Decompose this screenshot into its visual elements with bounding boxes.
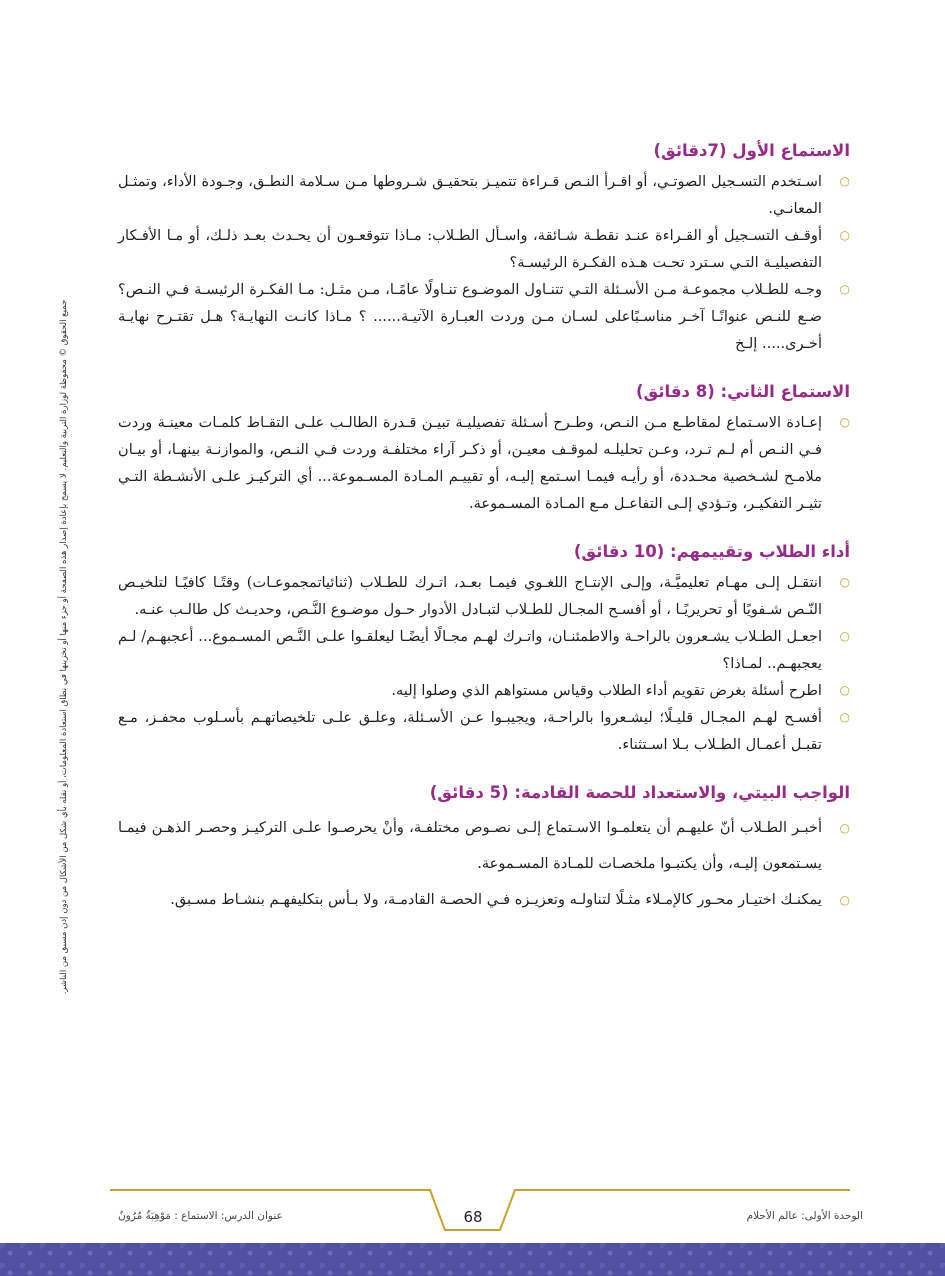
list-item <box>118 569 850 623</box>
bullet-list <box>118 569 850 758</box>
list-item <box>118 810 850 882</box>
circle-bullet-icon: ○ <box>839 282 850 296</box>
section-heading: الاستماع الأول (7دقائق) <box>653 141 850 160</box>
section-homework <box>118 780 850 918</box>
list-item <box>118 704 850 758</box>
unit-title: الوحدة الأولى: عالم الأحلام <box>746 1210 863 1222</box>
bullet-list <box>118 810 850 918</box>
list-item <box>118 409 850 517</box>
circle-bullet-icon: ○ <box>839 710 850 724</box>
list-item-text: اسـتخدم التسـجيل الصوتـي، أو اقـرأ النـص قـراءة تتميـز بتحقيـق شـروطها مـن سـلامة النطـق، وجـودة الأداء، وتمثـل المعانـي. <box>118 173 822 217</box>
bullet-list <box>118 409 850 517</box>
lesson-title: عنوان الدرس: الاستماع : مَوْهِبَةٌ مُرُونٌ <box>118 1210 283 1222</box>
list-item-text: إعـادة الاسـتماع لمقاطـع مـن النـص، وطـرح أسـئلة تفصيليـة تبيـن قـدرة الطالـب علـى التقـاط كلمـات معينـة وردت فـي النـص أم لـم تـرد، وعـن تحليلـه لموقـف معيـن، أو ذكـر آراء مختلفـة وردت فـي النـص، والموازنـة بينهـا، أو بيـان ملامـح لشـخصية محـددة، أو رأيـه فيمـا اسـتمع إليـه، أو تقييـم المـادة المسـموعة... أي التركيـز علـى الأنشـطة التـي تثيـر التفكيـر، وتـؤدي إلـى التفاعـل مـع المـادة المسـموعة. <box>118 414 822 512</box>
section-heading: الاستماع الثاني: (8 دقائق) <box>635 382 850 401</box>
list-item <box>118 222 850 276</box>
circle-bullet-icon: ○ <box>839 821 850 835</box>
circle-bullet-icon: ○ <box>839 228 850 242</box>
page-number: 68 <box>463 1208 483 1226</box>
list-item-text: انتقـل إلـى مهـام تعليميَّـة، وإلـى الإنتـاج اللغـوي فيمـا بعـد، اتـرك للطـلاب (ثنائياتمجموعـات) وقتًـا كافيًـا لتلخيـص النّـص شـفويًا أو تحريريًـا ، أو أفسـح المجـال للطـلاب لتبـادل الأدوار حـول موضـوع النَّـص، وحديـث كل طالـب عنـه. <box>118 574 822 618</box>
list-item-text: اجعـل الطـلاب يشـعرون بالراحـة والاطمئنـان، واتـرك لهـم مجـالًا أيضًـا ليعلقـوا علـى النَّـص المسـموع... أعجبهـم/ لـم يعجبهـم.. لمـاذا؟ <box>118 628 822 672</box>
list-item <box>118 623 850 677</box>
circle-bullet-icon: ○ <box>839 415 850 429</box>
list-item-text: أوقـف التسـجيل أو القـراءة عنـد نقطـة شـائقة، واسـأل الطـلاب: مـاذا تتوقعـون أن يحـدث بعـد ذلـك، أو مـا الأفـكار التفصيليـة التـي سـترد تحـت هـذه الفكـرة الرئيسـة؟ <box>118 227 822 271</box>
section-heading: أداء الطلاب وتقييمهم: (10 دقائق) <box>573 542 850 561</box>
circle-bullet-icon: ○ <box>839 174 850 188</box>
section-student-performance <box>118 539 850 758</box>
section-heading: الواجب البيتي، والاستعداد للحصة القادمة: (5 دقائق) <box>429 783 850 802</box>
section-first-listening <box>118 138 850 357</box>
circle-bullet-icon: ○ <box>839 683 850 697</box>
circle-bullet-icon: ○ <box>839 893 850 907</box>
list-item <box>118 168 850 222</box>
lesson-content <box>118 138 850 940</box>
list-item-text: أفسـح لهـم المجـال قليـلًا؛ ليشـعروا بالراحـة، ويجيبـوا عـن الأسـئلة، وعلـق علـى تلخيصاتهـم بأسـلوب محفـز، مـع تقبـل أعمـال الطـلاب بـلا اسـتثناء. <box>118 709 822 753</box>
list-item <box>118 882 850 918</box>
list-item-text: اطرح أسئلة بغرض تقويم أداء الطلاب وقياس مستواهم الذي وصلوا إليه. <box>391 682 822 699</box>
copyright-side-note: جميع الحقوق © محفوظة لوزارة التربية والتعليم. لا يسمح بإعادة إصدار هذه الصفحة أو جزء منها أو تخزينها في نطاق استعادة المعلومات، أو نقله بأي شكل من الأشكال من دون إذن مسبق من الناشر. <box>59 299 69 995</box>
list-item <box>118 677 850 704</box>
list-item-text: وجـه للطـلاب مجموعـة مـن الأسـئلة التـي تتنـاول الموضـوع تنـاولًا عامًـا، مـن مثـل: مـا الفكـرة الرئيسـة فـي النـص؟ ضـع للنـص عنوانًـا آخـر مناسـبًاعلى لسـان مـن وردت العبـارة الآتيـة...... ؟ مـاذا كانـت النهايـة؟ هـل تقتـرح نهايـة أخـرى..... إلـخ <box>118 281 822 352</box>
circle-bullet-icon: ○ <box>839 629 850 643</box>
page-footer <box>0 1188 945 1238</box>
list-item <box>118 276 850 357</box>
list-item-text: يمكنـك اختيـار محـور كالإمـلاء مثـلًا لتناولـه وتعزيـزه فـي الحصـة القادمـة، ولا بـأس بتكليفهـم بنشـاط مسـبق. <box>170 891 822 908</box>
section-second-listening <box>118 379 850 517</box>
circle-bullet-icon: ○ <box>839 575 850 589</box>
bullet-list <box>118 168 850 357</box>
list-item-text: أخبـر الطـلاب أنّ عليهـم أن يتعلمـوا الاسـتماع إلـى نصـوص مختلفـة، وأنْ يحرصـوا علـى التركيـز وحصـر الذهـن فيمـا يسـتمعون إليـه، وأن يكتبـوا ملخصـات للمـادة المسـموعة. <box>118 819 822 872</box>
decorative-bottom-band <box>0 1243 945 1276</box>
